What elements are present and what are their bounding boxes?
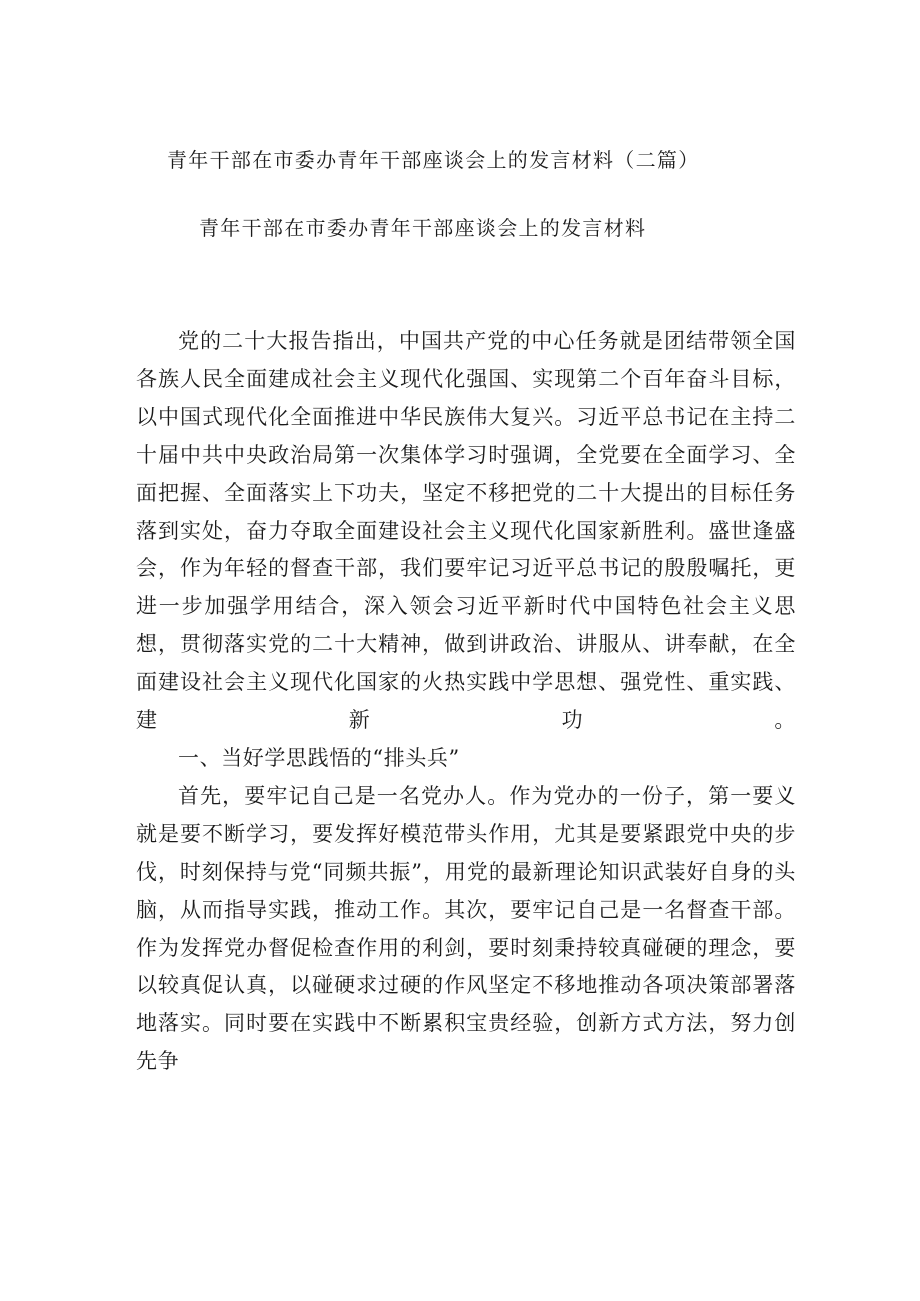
section-paragraph: 首先，要牢记自己是一名党办人。作为党办的一份子，第一要义就是要不断学习，要发挥好模范带头作用，尤其是要紧跟党中央的步伐，时刻保持与党“同频共振”，用党的最新理论知识武装好自身的头脑，从而指导实践，推动工作。其次，要牢记自己是一名督查干部。作为发挥党办督促检查作用的利剑，要时刻秉持较真碰硬的理念，要以较真促认真，以碰硬求过硬的作风坚定不移地推动各项决策部署落地落实。同时要在实践中不断累积宝贵经验，创新方式方法，努力创先争: [136, 783, 796, 1074]
document-body: [136, 323, 796, 1081]
document-title: 青年干部在市委办青年干部座谈会上的发言材料（二篇）: [167, 148, 700, 172]
section-heading: 一、当好学思践悟的“排头兵”: [178, 745, 460, 770]
intro-paragraph: 党的二十大报告指出，中国共产党的中心任务就是团结带领全国各族人民全面建成社会主义现代化强国、实现第二个百年奋斗目标，以中国式现代化全面推进中华民族伟大复兴。习近平总书记在主持二十届中共中央政治局第一次集体学习时强调，全党要在全面学习、全面把握、全面落实上下功夫，坚定不移把党的二十大提出的目标任务落到实处，奋力夺取全面建设社会主义现代化国家新胜利。盛世逢盛会，作为年轻的督查干部，我们要牢记习近平总书记的殷殷嘱托，更进一步加强学用结合，深入领会习近平新时代中国特色社会主义思想，贯彻落实党的二十大精神，做到讲政治、讲服从、讲奉献，在全面建设社会主义现代化国家的火热实践中学思想、强党性、重实践、建新功。: [136, 329, 796, 733]
document-subtitle: 青年干部在市委办青年干部座谈会上的发言材料: [199, 216, 647, 240]
